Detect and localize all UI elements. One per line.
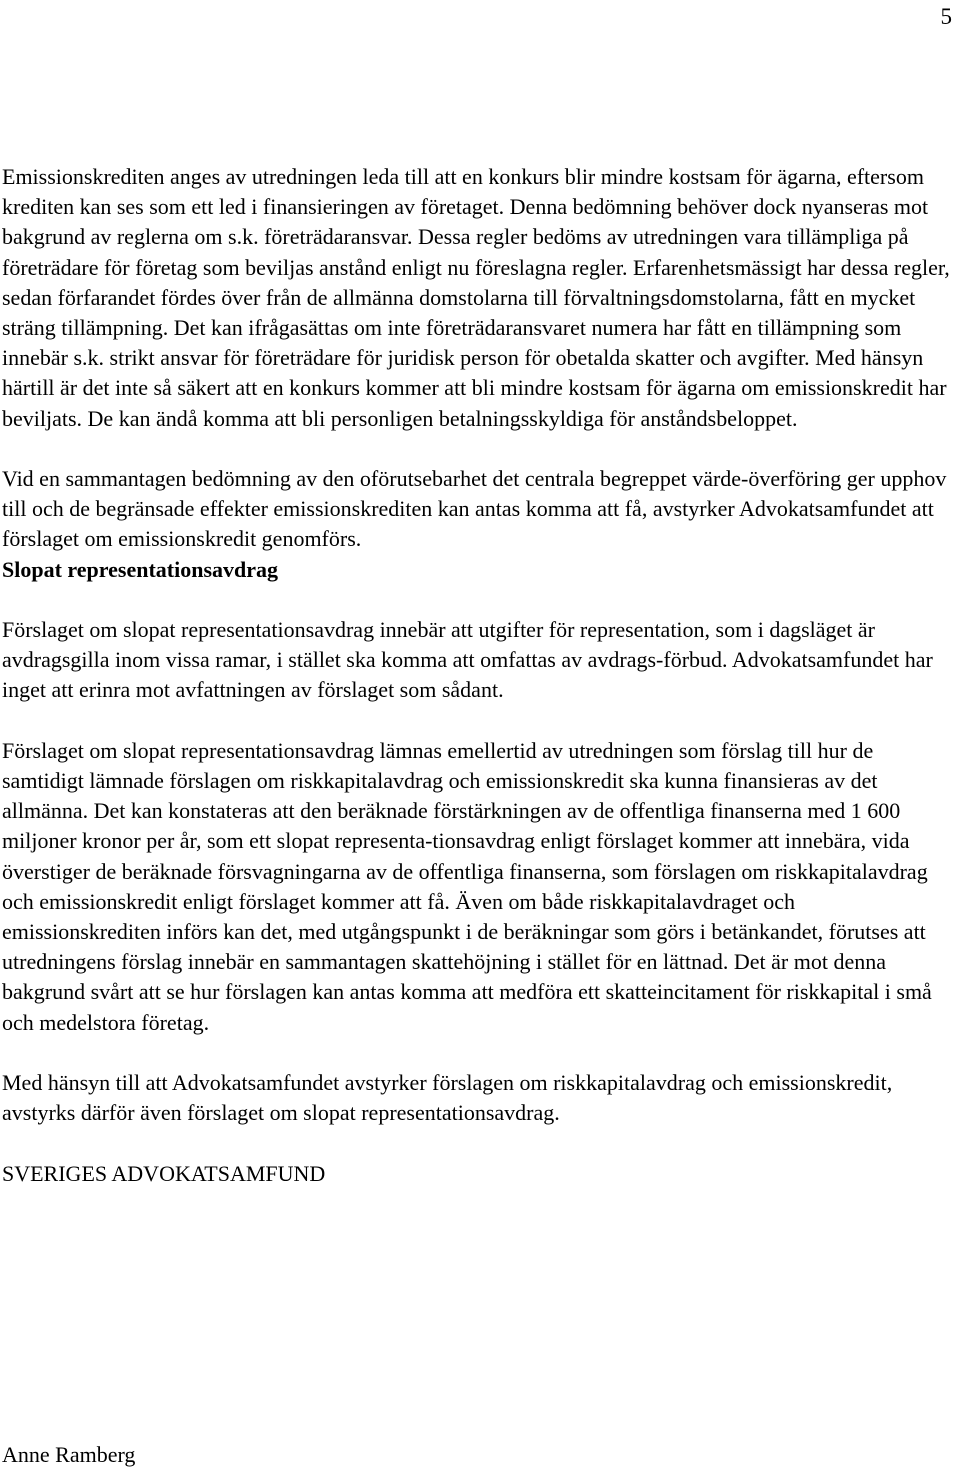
- signatory-name: Anne Ramberg: [2, 1442, 136, 1467]
- organization-name: SVERIGES ADVOKATSAMFUND: [2, 1160, 326, 1186]
- paragraph-representation-proposal: Förslaget om slopat representationsavdrag innebär att utgifter för representation, som i dagsläget är avdragsgilla inom vissa ramar, i stället ska komma att omfattas av avdrags-förbud. Advokatsamfundet har inget att erinra mot avfattningen av förslaget som sådant.: [2, 617, 933, 703]
- paragraph-conclusion: Vid en sammantagen bedömning av den oförutsebarhet det centrala begreppet värde-överföring ger upphov till och de begränsade effekter emissionskrediten kan antas komma att få, avstyrker Advokatsamfundet att förslaget om emissionskredit genomförs.: [2, 466, 947, 552]
- paragraph-emission-credit: Emissionskrediten anges av utredningen leda till att en konkurs blir mindre kostsam för ägarna, eftersom krediten kan ses som ett led i finansieringen av företaget. Denna bedömning behöver dock nyanseras mot bakgrund av reglerna om s.k. företrädaransvar. Dessa regler bedöms av utredningen vara tillämpliga på företrädare för företag som beviljas anstånd enligt nu föreslagna regler. Erfarenhetsmässigt har dessa regler, sedan förfarandet fördes över från de allmänna domstolarna till förvaltningsdomstolarna, fått en mycket sträng tillämpning. Det kan ifrågasättas om inte företrädaransvaret numera har fått en tillämpning som innebär s.k. strikt ansvar för företrädare för juridisk person för obetalda skatter och avgifter. Med hänsyn härtill är det inte så säkert att en konkurs kommer att bli mindre kostsam för ägarna om emissionskredit har beviljats. De kan ändå komma att bli personligen betalningsskyldiga för anståndsbeloppet.: [2, 164, 950, 431]
- paragraph-final-position: Med hänsyn till att Advokatsamfundet avstyrker förslagen om riskkapitalavdrag och emissionskredit, avstyrks därför även förslaget om slopat representationsavdrag.: [2, 1070, 893, 1126]
- paragraph-financing: Förslaget om slopat representationsavdrag lämnas emellertid av utredningen som förslag till hur de samtidigt lämnade förslagen om riskkapitalavdrag och emissionskredit ska kunna finansieras av det allmänna. Det kan konstateras att den beräknade förstärkningen av de offentliga finanserna med 1 600 miljoner kronor per år, som ett slopat representa-tionsavdrag enligt förslaget kommer att innebära, vida överstiger de beräknade försvagningarna av de offentliga finanserna, som förslagen om riskkapitalavdrag och emissionskredit enligt förslaget kommer att få. Även om både riskkapitalavdraget och emissionskrediten införs kan det, med utgångspunkt i de beräkningar som görs i betänkandet, förutses att utredningens förslag innebär en sammantagen skattehöjning i stället för en lättnad. Det är mot denna bakgrund svårt att se hur förslagen kan antas komma att medföra ett skatteincitament för riskkapital i små och medelstora företag.: [2, 737, 932, 1035]
- page-number: 5: [940, 4, 952, 29]
- document-body: [2, 162, 952, 1189]
- section-heading: Slopat representationsavdrag: [2, 556, 279, 582]
